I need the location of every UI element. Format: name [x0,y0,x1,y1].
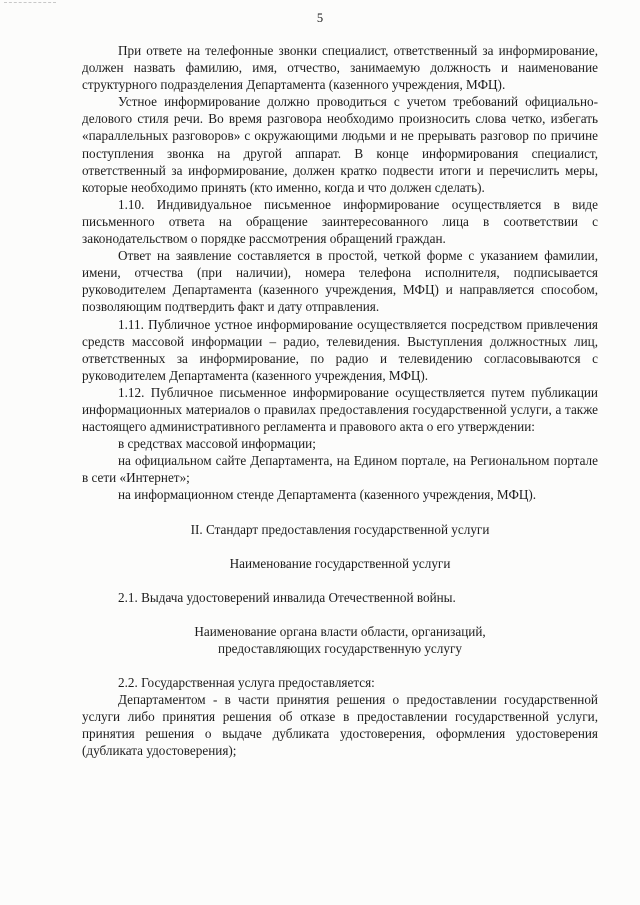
scan-artifact [4,2,56,6]
spacer [82,657,598,674]
paragraph-1-10: 1.10. Индивидуальное письменное информирование осуществляется в виде письменного ответа на обращение заинтересованного лица в соответствии с законодательством о порядке рассмотрения обращений граждан. [82,196,598,247]
spacer [82,504,598,521]
spacer [82,538,598,555]
paragraph-1-11: 1.11. Публичное устное информирование осуществляется посредством привлечения средств массовой информации – радио, телевидения. Выступления должностных лиц, ответственных за информирование, по радио и телевидению согласовываются с руководителем Департамента (казенного учреждения, МФЦ). [82,316,598,383]
paragraph-department-role: Департаментом - в части принятия решения о предоставлении государственной услуги либо принятия решения об отказе в предоставлении государственной услуги, принятия решения о выдаче дубликата удостоверения, оформления удостоверения (дубликата удостоверения); [82,692,598,759]
paragraph-oral-informing: Устное информирование должно проводиться с учетом требований официально-делового стиля речи. Во время разговора необходимо произносить слова четко, избегать «параллельных разговоров» с окружающими людьми и не прерывать разговор по причине поступления звонка на другой аппарат. В конце информирования специалист, ответственный за информирование, должен кратко подвести итоги и перечислить меры, которые необходимо принять (кто именно, когда и что должен сделать). [82,94,598,195]
subsection-title-authority-line1: Наименование органа власти области, организаций, [194,623,486,639]
list-item-info-stand: на информационном стенде Департамента (казенного учреждения, МФЦ). [118,487,537,503]
paragraph-1-12: 1.12. Публичное письменное информирование осуществляется путем публикации информационных материалов о правилах предоставления государственной услуги, а также настоящего административного регламента и правового акта о его утверждении: [82,384,598,435]
page-number: 5 [316,11,324,25]
subsection-title-service-name: Наименование государственной услуги [229,555,451,571]
list-item-official-site: на официальном сайте Департамента, на Едином портале, на Региональном портале в сети «Интернет»; [82,453,598,486]
subsection-title-authority-line2: предоставляющих государственную услугу [218,640,462,656]
spacer [82,572,598,589]
paragraph-phone-answer: При ответе на телефонные звонки специалист, ответственный за информирование, должен назвать фамилию, имя, отчество, занимаемую должность и наименование структурного подразделения Департамента (казенного учреждения, МФЦ). [82,43,598,93]
paragraph-2-2: 2.2. Государственная услуга предоставляется: [118,675,375,690]
spacer [82,606,598,623]
list-item-mass-media: в средствах массовой информации; [118,436,316,452]
document-body [82,42,598,759]
paragraph-2-1: 2.1. Выдача удостоверений инвалида Отечественной войны. [118,589,456,605]
section-title: II. Стандарт предоставления государственной услуги [190,521,490,537]
paragraph-reply-form: Ответ на заявление составляется в простой, четкой форме с указанием фамилии, имени, отчества (при наличии), номера телефона исполнителя, подписывается руководителем Департамента (казенного учреждения, МФЦ) и направляется способом, позволяющим подтвердить факт и дату отправления. [82,248,598,315]
